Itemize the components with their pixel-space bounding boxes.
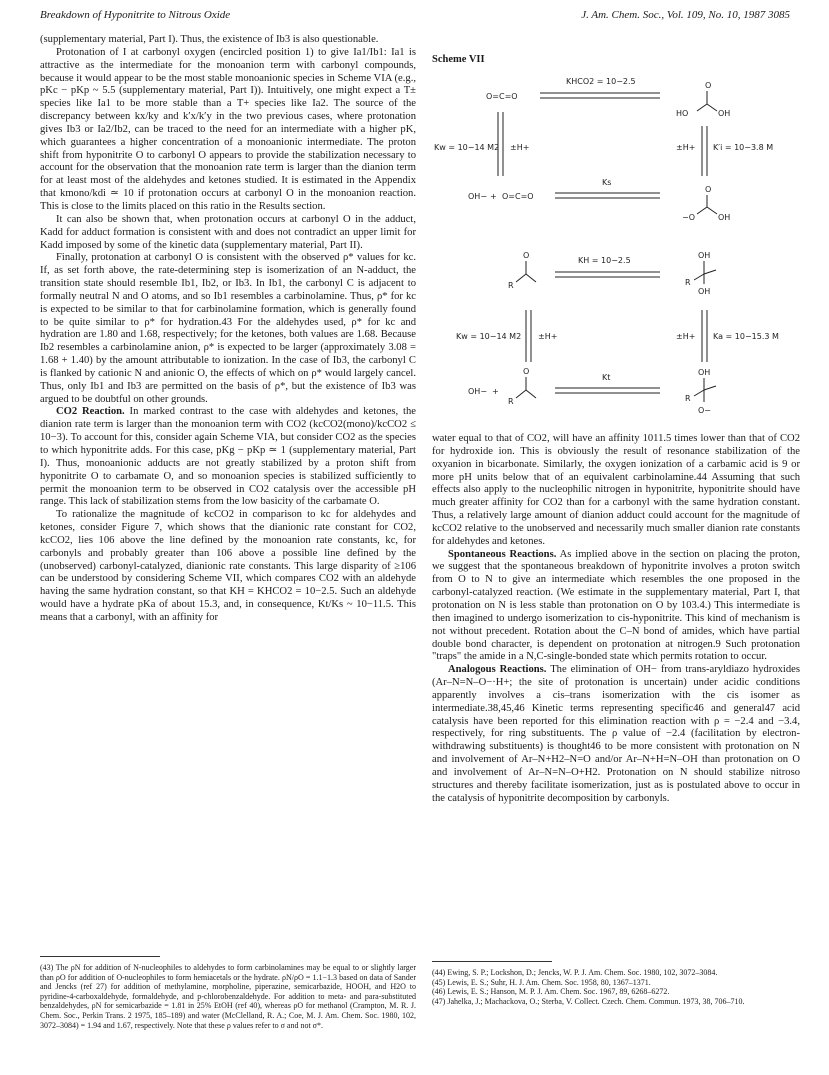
bond (704, 386, 716, 390)
paragraph-text: (supplementary material, Part I). Thus, the existence of Ib3 is also questionable. (40, 34, 379, 45)
paragraph-r1 (432, 433, 800, 549)
paragraph-r3 (432, 664, 800, 805)
paragraph-text: water equal to that of CO2, will have an affinity 1011.5 times lower than that of CO2 for hydroxide ion. This is obviously the result of resonance stabilization of the oxyanion in bicarbonate. Similarly, the oxygen ionization of a carbamic acid is 9 or more pH units below that of an equivalent carbinolamine.44 Assuming that such effects also apply to the nucleophilic nitrogen in hyponitrite, hyponitrite should have much greater affinity for CO2 than for a carbonyl with the same hydration constant. Thus, a relatively large amount of dianion adduct could account for the magnitude of kcCO2 relative to the unobserved and necessarily much smaller dianion rate constants for aldehydes and ketones. (432, 433, 800, 547)
ka-co2-label: K′i = 10−3.8 M (713, 143, 774, 152)
aldehyde-o-label: O (523, 367, 530, 376)
bond (694, 274, 704, 280)
bond (697, 207, 707, 214)
kw-label: Kw = 10−14 M2 (456, 332, 522, 341)
footnote-rule-left (40, 956, 160, 957)
paragraph-text: It can also be shown that, when protonation occurs at carbonyl O in the adduct, Kadd for adduct formation is consistent with and does not contradict an upper limit for Kadd imposed by some of the kinetic data (supplementary material, Part II). (40, 213, 416, 251)
paragraph-p5 (40, 406, 416, 509)
pm-h-label: ±H+ (676, 332, 696, 341)
paragraph-text: Finally, protonation at carbonyl O is consistent with the observed ρ* values for kc. If, as set forth above, the rate-determining step is isomerization of an N-adduct, the transition state should resemble Ib1, Ib2, or Ib3. In Ib1, the carbonyl C is adjacent to formally neutral N and O atoms, and so Ib1 resembles a carbinolamine. Thus, ρ* for kc is expected to be similar to that for carbinolamine formation, which is generally found to be quite similar to ρ* for hydration.43 For the aldehydes used, ρ* for kc and hydration are 1.80 and 1.68, respectively; for the ketones, both values are 1.68. Because Ib2 resembles a carbinolamine anion, ρ* is expected to be larger (approximately 3.08 = 1.68 + 1.40) by the amount attributable to ionization. In the case of Ib3, the carbonyl C is flanked by cationic N and anionic O, the effects of which on ρ* would largely cancel. Thus, only Ib1 and Ib3 are permitted on the basis of ρ*, but the existence of Ib3 was argued to be doubtful on other grounds. (40, 252, 416, 405)
kh-co2-label: KHCO2 = 10−2.5 (566, 77, 636, 86)
aldehyde-r-label: R (508, 397, 514, 406)
hydrate-r-label: R (685, 278, 691, 287)
ka-ald-label: Ka = 10−15.3 M (713, 332, 779, 341)
paragraph-text: As implied above in the section on placing the proton, we suggest that the spontaneous breakdown of hyponitrite involves a proton switch from O to N to give an intermediate which resembles the one proposed in the carbonyl-catalyzed reaction. (We estimate in the supplementary material, Part I, that protonation on N is less stable than protonation on O by 103.4.) This intermediate is then imagined to undergo isomerization to cis-hyponitrite. This kind of mechanism is not without precedent. Rotation about the C–N bond of amides, which have partial double bond character, is dependent on protonation at nitrogen.9 Such protonation "traps" the amide in a N,C-single-bonded state which permits rotation to occur. (432, 548, 800, 663)
scheme-vii-diagram (430, 64, 800, 426)
bond (516, 274, 526, 282)
bicarb-ominus-label: −O (682, 213, 695, 222)
journal-citation: J. Am. Chem. Soc., Vol. 109, No. 10, 1987 3085 (581, 9, 790, 21)
paragraph-text: Protonation of I at carbonyl oxygen (encircled position 1) to give Ia1/Ib1: Ia1 is attractive as the intermediate for the monoanion term with carbonyl compounds, because it would appear to be the most stable monoanionic species in Scheme VIA (e.g., pKc − pKp ~ 5.5 (supplementary material, Part I)). Intuitively, one might expect a T± species like Ia1 to be more stable than a T+ species like Ia2. The source of the discrepancy between kx/ky and k′x/k′y in the two previous cases, where protonation gives Ib3 or Ia2/Ib2, can be traced to the need for an intermediate with a higher pK, which guarantees a higher concentration of a monoanionic intermediate. The proton shift from hyponitrite O to carbonyl O appears to provide the stabilization necessary to account for the observation that the monoanion rate term is larger than the dianion term for at least most of the aldehydes and ketones studied. It is estimated in the Appendix that kmono/kdi ≃ 10 if protonation occurs at carbonyl O in the monoanion reaction. This is close to the limits placed on this ratio in the Results section. (40, 46, 416, 212)
carbonic-o-label: O (705, 81, 712, 90)
bond (704, 270, 716, 274)
co2-label: O=C=O (486, 92, 518, 101)
plus-label: + (492, 387, 499, 396)
pm-h-label: ±H+ (676, 143, 696, 152)
bond (526, 390, 536, 398)
footnotes-right (432, 968, 800, 1006)
kw-label: Kw = 10−14 M2 (434, 143, 500, 152)
co2-label: O=C=O (502, 192, 534, 201)
running-title: Breakdown of Hyponitrite to Nitrous Oxide (40, 9, 231, 21)
left-column (40, 34, 416, 625)
footnote-43: (43) The ρN for addition of N-nucleophiles to aldehydes to form carbinolamines may be equal to or slightly larger than ρO for addition of O-nucleophiles to form hemiacetals or the hydrate. ρN/ρO = 1.1−1.3 based on data of Sander and Jencks (ref 27) for addition of methylamine, morpholine, piperazine, semicarbazide, HOOH, and H2O to pyridine-4-carboxaldehyde, formaldehyde, and p-chlorobenzaldehyde. For addition to meta- and para-substituted benzaldehydes, ρN for semicarbazide = 1.81 in 25% EtOH (ref 40), whereas ρO for methanol (Crampton, M. R. J. Chem. Soc., Perkin Trans. 2 1975, 185–189) and water (McClelland, R. A.; Coe, M. J. Am. Chem. Soc. 1980, 102, 3072–3084) = 1.94 and 1.67, respectively. Note that these ρ values refer to σ and not σ*. (40, 963, 416, 1030)
pm-h-label: ±H+ (510, 143, 530, 152)
reference-footnote: (47) Jahelka, J.; Machackova, O.; Sterba, V. Collect. Czech. Chem. Commun. 1973, 38, 706–710. (432, 996, 745, 1006)
anion-ominus-label: O− (698, 406, 711, 415)
reference-footnote: (46) Lewis, E. S.; Hanson, M. P. J. Am. Chem. Soc. 1967, 89, 6268–6272. (432, 987, 670, 997)
paragraph-text: The elimination of OH− from trans-aryldiazo hydroxides (Ar–N=N–O−·H+; the site of protonation is uncertain) under acidic conditions apparently involves a cis–trans isomerization with the cis isomer as intermediate.38,45,46 Kinetic terms representing specific46 and general47 acid catalysis have been reported for this elimination reaction with ρ = −2.4 and −3.4, respectively, for ring substituents. The ρ value of −2.4 (facilitation by electron-withdrawing substituents) is thought46 to be more consistent with protonation on N and involvement of Ar–N+H2–N=O and/or Ar–N+H=N–OH than protonation on O and involvement of Ar–N=N–O+H2. Protonation on N should stabilize nitroso structures and thereby facilitate isomerization, just as is postulated above to occur in the catalysis of hyponitrite decomposition by carbonyls. (432, 664, 800, 804)
plus-label: + (490, 192, 497, 201)
carbonic-oh-label: OH (718, 109, 731, 118)
paragraph-p6 (40, 509, 416, 625)
bond (707, 207, 717, 214)
anion-oh-label: OH (698, 368, 711, 377)
paragraph-p1 (40, 34, 416, 47)
paragraph-text: To rationalize the magnitude of kcCO2 in comparison to kc for aldehydes and ketones, consider Figure 7, which shows that the dianionic rate constant for CO2, kcCO2, lies 106 above the line defined by the monoanion rate constants, kc, for carbonyls and probably greater than 106 above a possible line defined by the (unobserved) carbonyl-catalyzed, dianionic rate constants. This large disparity of ≥106 can be understood by considering Scheme VII, which compares CO2 with an aldehyde having the same hydration constant, so that KH = KHCO2 = 10−2.5. Such an aldehyde would have a hydrate pKa of about 15.3, and, in consequence, Kt/Ks ~ 10−11.5. This means that a carbonyl, with an affinity for (40, 509, 416, 623)
paragraph-r2 (432, 549, 800, 665)
scheme-title: Scheme VII (432, 54, 485, 65)
paragraph-p4 (40, 252, 416, 406)
reference-footnote: (44) Ewing, S. P.; Lockshon, D.; Jencks, W. P. J. Am. Chem. Soc. 1980, 102, 3072–3084. (432, 968, 718, 977)
footnote-rule-right (432, 961, 552, 962)
bond (526, 274, 536, 282)
section-heading: CO2 Reaction. (56, 406, 125, 418)
kt-label: Kt (602, 373, 611, 382)
bond (707, 104, 717, 111)
pm-h-label: ±H+ (538, 332, 558, 341)
aldehyde-o-label: O (523, 251, 530, 260)
hydroxide-label: OH− (468, 387, 488, 396)
hydrate-oh-top-label: OH (698, 251, 711, 260)
reference-footnote: (45) Lewis, E. S.; Suhr, H. J. Am. Chem. Soc. 1958, 80, 1367–1371. (432, 977, 651, 987)
anion-r-label: R (685, 394, 691, 403)
bicarb-oh-label: OH (718, 213, 731, 222)
bond (697, 104, 707, 111)
right-column (432, 433, 800, 805)
paragraph-p2 (40, 47, 416, 214)
bond (694, 390, 704, 396)
ks-label: Ks (602, 178, 612, 187)
bicarb-o-label: O (705, 185, 712, 194)
bond (516, 390, 526, 398)
aldehyde-r-label: R (508, 281, 514, 290)
hydrate-oh-bottom-label: OH (698, 287, 711, 296)
kh-ald-label: KH = 10−2.5 (578, 256, 631, 265)
paragraph-text: In marked contrast to the case with aldehydes and ketones, the dianion rate term is larger than the monoanion term with CO2 (kcCO2(mono)/kcCO2 ≤ 10−3). To account for this, consider again Scheme VIA, but consider CO2 as the species to which hyponitrite adds. For this case, pKg − pKp ≃ 1 (supplementary material, Part I). Thus, monoanionic adducts are not greatly stabilized by a proton shift from hyponitrite O to carbamate O, and so monoanion species is stabilized sufficiently to permit the monoanion term to be observed in CO2 catalysis over the accessible pH range. This lack of stabilization stems from the low basicity of the carbamate O. (40, 406, 416, 508)
section-heading: Spontaneous Reactions. (448, 548, 557, 560)
carbonic-ho-label: HO (676, 109, 689, 118)
hydroxide-label: OH− (468, 192, 488, 201)
running-header (40, 9, 790, 25)
paragraph-p3 (40, 214, 416, 253)
section-heading: Analogous Reactions. (448, 664, 547, 676)
